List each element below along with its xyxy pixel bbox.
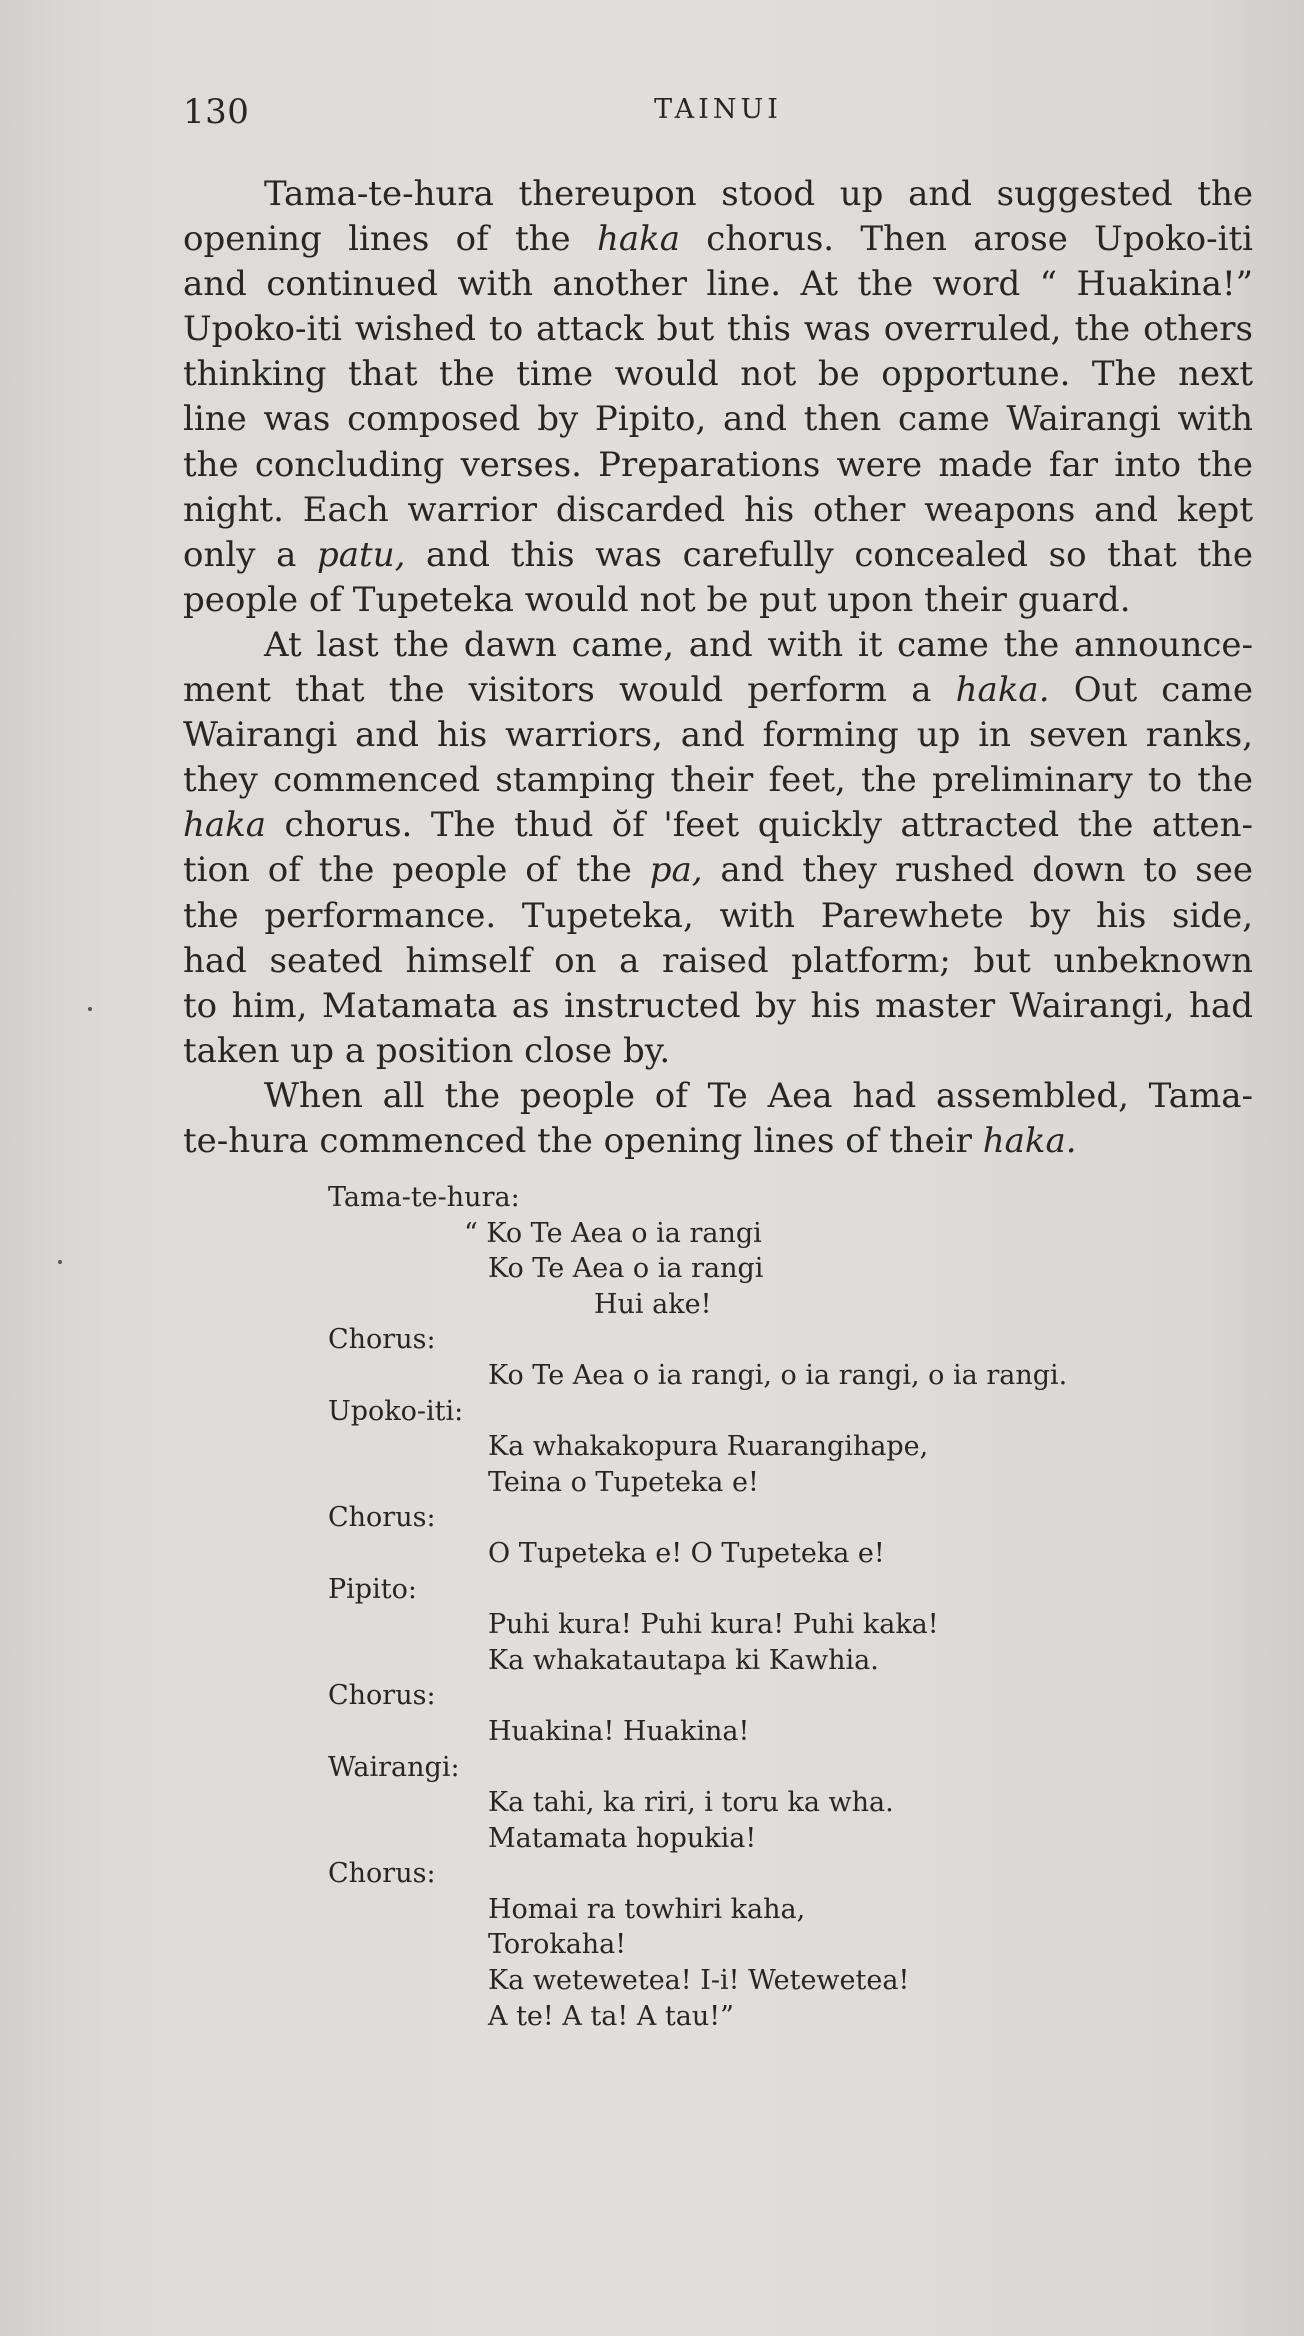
speaker-label: Upoko-iti: (328, 1395, 464, 1427)
text-line: only a patu, and this was carefully concealed so that the (183, 534, 1254, 575)
text-line: Upoko-iti wished to attack but this was overruled, the others (183, 309, 1253, 350)
speaker-label: Wairangi: (328, 1751, 460, 1783)
paragraph-3 (183, 1074, 1253, 1164)
text-line: taken up a position close by. (183, 1030, 671, 1071)
text-line: and continued with another line. At the word “ Huakina!” (183, 264, 1253, 305)
verse-line: Ko Te Aea o ia rangi (488, 1253, 764, 1285)
verse-line: O Tupeteka e! O Tupeteka e! (488, 1537, 885, 1569)
verse-line: Hui ake! (594, 1288, 712, 1320)
text-line: Wairangi and his warriors, and forming up in seven ranks, (183, 715, 1253, 756)
text-line: ment that the visitors would perform a haka. Out came (183, 670, 1253, 711)
verse-line: Puhi kura! Puhi kura! Puhi kaka! (488, 1609, 939, 1641)
text-line: to him, Matamata as instructed by his master Wairangi, had (183, 985, 1253, 1026)
text-line: line was composed by Pipito, and then came Wairangi with (183, 399, 1253, 440)
verse-line: Matamata hopukia! (488, 1822, 757, 1854)
verse-line: “ Ko Te Aea o ia rangi (464, 1217, 762, 1249)
text-line: tion of the people of the pa, and they rushed down to see (183, 850, 1253, 891)
verse-line: Teina o Tupeteka e! (488, 1466, 759, 1498)
paragraph-2 (183, 623, 1253, 1074)
text-line: they commenced stamping their feet, the preliminary to the (183, 760, 1253, 801)
text-line: At last the dawn came, and with it came the announce- (264, 624, 1253, 665)
chorus-label: Chorus: (328, 1858, 436, 1890)
verse-line: Ka whakakopura Ruarangihape, (488, 1431, 929, 1463)
text-line: te-hura commenced the opening lines of their haka. (183, 1120, 1077, 1161)
italic-term: haka. (955, 670, 1050, 711)
haka-chant (328, 1180, 1228, 2034)
verse-line: Ko Te Aea o ia rangi, o ia rangi, o ia rangi. (488, 1359, 1068, 1391)
paper-speck (58, 1260, 62, 1264)
verse-line: Ka tahi, ka riri, i toru ka wha. (488, 1787, 894, 1819)
verse-line: A te! A ta! A tau!” (488, 2000, 734, 2032)
running-title: TAINUI (654, 94, 782, 125)
paragraph-1 (183, 172, 1253, 623)
verse-line: Homai ra towhiri kaha, (488, 1893, 806, 1925)
italic-term: patu, (317, 534, 406, 575)
body-text (183, 172, 1253, 1164)
text-line: haka chorus. The thud ŏf 'feet quickly attracted the atten- (183, 805, 1253, 846)
italic-term: haka. (982, 1120, 1077, 1161)
speaker-label: Tama-te-hura: (328, 1182, 520, 1213)
page-header (183, 92, 1253, 136)
page-number: 130 (183, 92, 250, 132)
chorus-label: Chorus: (328, 1502, 436, 1534)
verse-line: Huakina! Huakina! (488, 1715, 750, 1747)
text-line: Tama-te-hura thereupon stood up and suggested the (264, 174, 1253, 214)
verse-line: Ka wetewetea! I-i! Wetewetea! (488, 1965, 910, 1997)
paper-speck (88, 1007, 92, 1011)
verse-line: Ka whakatautapa ki Kawhia. (488, 1644, 879, 1676)
italic-term: haka (183, 805, 267, 846)
text-line: opening lines of the haka chorus. Then arose Upoko-iti (183, 219, 1253, 260)
text-line: the performance. Tupeteka, with Parewhete by his side, (183, 895, 1253, 936)
text-line: people of Tupeteka would not be put upon their guard. (183, 579, 1131, 620)
text-line: When all the people of Te Aea had assembled, Tama- (264, 1075, 1253, 1116)
italic-term: haka (596, 219, 680, 260)
text-line: had seated himself on a raised platform; but unbeknown (183, 940, 1253, 981)
text-line: the concluding verses. Preparations were made far into the (183, 444, 1253, 485)
chorus-label: Chorus: (328, 1324, 436, 1356)
text-line: thinking that the time would not be opportune. The next (183, 354, 1253, 395)
italic-term: pa, (649, 850, 703, 891)
speaker-label: Pipito: (328, 1573, 417, 1605)
verse-line: Torokaha! (488, 1929, 627, 1961)
text-line: night. Each warrior discarded his other weapons and kept (183, 489, 1253, 530)
chorus-label: Chorus: (328, 1680, 436, 1712)
